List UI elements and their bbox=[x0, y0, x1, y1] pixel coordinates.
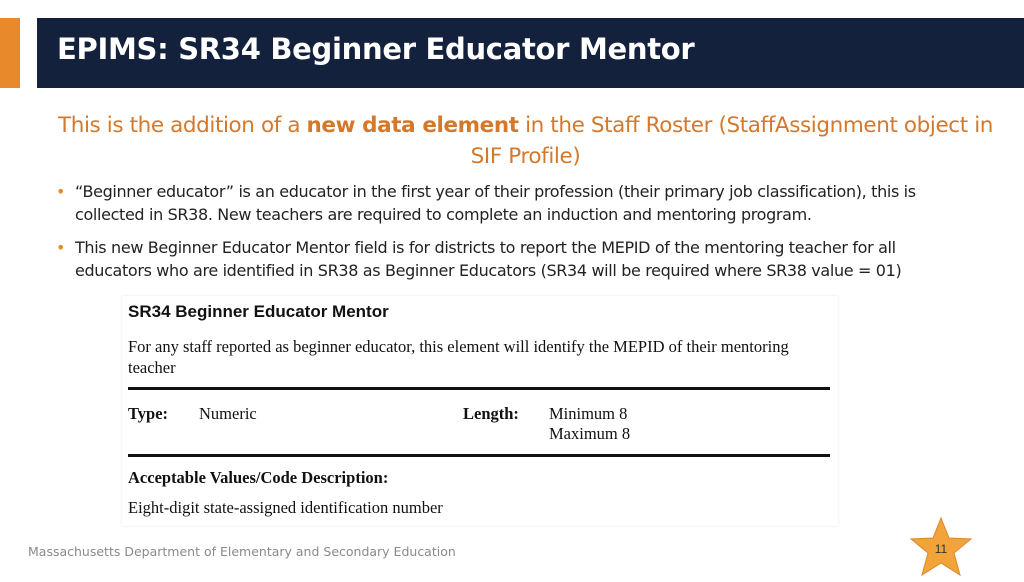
slide-title: EPIMS: SR34 Beginner Educator Mentor bbox=[57, 32, 695, 66]
bullet-icon: • bbox=[56, 182, 66, 201]
bullet-item bbox=[56, 180, 961, 226]
bullet-list bbox=[56, 180, 961, 292]
footer-org: Massachusetts Department of Elementary and Secondary Education bbox=[28, 544, 456, 559]
type-value: Numeric bbox=[199, 404, 257, 423]
length-label: Length: bbox=[463, 404, 519, 423]
intro-post: in the Staff Roster (StaffAssignment object in SIF Profile) bbox=[470, 113, 993, 169]
page-number: 11 bbox=[934, 542, 948, 556]
data-element-definition bbox=[122, 296, 838, 526]
acceptable-values-label: Acceptable Values/Code Description: bbox=[128, 468, 389, 487]
accent-bar bbox=[0, 18, 20, 88]
title-bar bbox=[37, 18, 1024, 88]
bullet-item bbox=[56, 236, 961, 282]
type-label: Type: bbox=[128, 404, 169, 423]
bullet-text: “Beginner educator” is an educator in the first year of their profession (their primary job classification), this is collected in SR38. New teachers are required to complete an induction and mentoring program. bbox=[75, 182, 916, 224]
intro-text bbox=[58, 110, 993, 172]
element-heading: SR34 Beginner Educator Mentor bbox=[128, 302, 389, 321]
intro-emphasis: new data element bbox=[306, 113, 519, 138]
element-definition: For any staff reported as beginner educator, this element will identify the MEPID of their mentoring teacher bbox=[128, 337, 789, 377]
divider bbox=[128, 454, 830, 457]
page-number-badge bbox=[908, 517, 974, 577]
bullet-text: This new Beginner Educator Mentor field is for districts to report the MEPID of the mentoring teacher for all educators who are identified in SR38 as Beginner Educators (SR34 will be required where SR38 value = 01) bbox=[75, 238, 902, 280]
intro-pre: This is the addition of a bbox=[58, 113, 307, 138]
bullet-icon: • bbox=[56, 238, 66, 257]
acceptable-values-text: Eight-digit state-assigned identification number bbox=[128, 498, 443, 517]
divider bbox=[128, 387, 830, 390]
length-maximum: Maximum 8 bbox=[549, 424, 631, 443]
length-minimum: Minimum 8 bbox=[549, 404, 628, 423]
